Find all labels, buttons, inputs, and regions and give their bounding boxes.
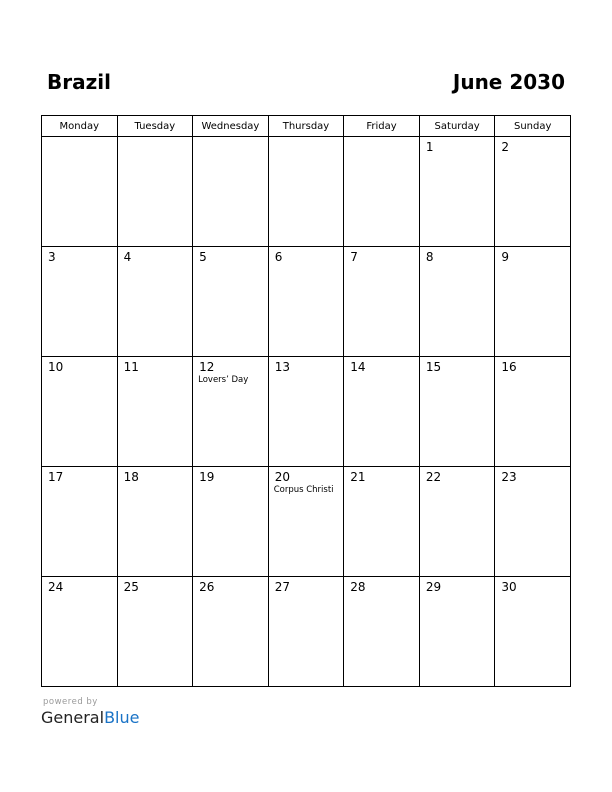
- weekday-header: Monday: [42, 116, 118, 137]
- weekday-header: Friday: [344, 116, 420, 137]
- day-number: 12: [199, 360, 215, 374]
- day-number: [118, 137, 193, 141]
- generalblue-logo[interactable]: [41, 708, 139, 727]
- day-number: [193, 137, 268, 141]
- country-title: Brazil: [47, 70, 111, 94]
- day-cell: [42, 577, 118, 687]
- day-number: 21: [350, 470, 366, 484]
- day-cell: [344, 357, 420, 467]
- day-number: [269, 137, 344, 141]
- day-number: 5: [199, 250, 207, 264]
- day-number: 30: [501, 580, 517, 594]
- day-cell: [193, 137, 269, 247]
- day-cell: [419, 357, 495, 467]
- day-number: [344, 137, 419, 141]
- day-cell: [268, 577, 344, 687]
- day-cell: [42, 137, 118, 247]
- day-number: 17: [48, 470, 64, 484]
- day-number: 4: [123, 250, 132, 264]
- day-number: 26: [199, 580, 215, 594]
- day-number: 1: [425, 140, 434, 154]
- holiday-label: Corpus Christi: [273, 485, 334, 495]
- day-cell: [193, 357, 269, 467]
- day-cell: [193, 247, 269, 357]
- day-number: 24: [48, 580, 64, 594]
- month-year-title: June 2030: [452, 70, 565, 94]
- week-row: [42, 467, 571, 577]
- week-row: [42, 137, 571, 247]
- day-cell: [419, 247, 495, 357]
- logo-general-text: General: [41, 708, 105, 727]
- day-number: 9: [501, 250, 510, 264]
- day-cell: [193, 577, 269, 687]
- day-number: 23: [501, 470, 517, 484]
- day-number: 18: [123, 470, 139, 484]
- day-cell: [42, 357, 118, 467]
- day-cell: [419, 467, 495, 577]
- day-number: 8: [425, 250, 434, 264]
- week-row: [42, 247, 571, 357]
- day-number: 2: [501, 140, 510, 154]
- powered-by-text: powered by: [43, 697, 98, 707]
- day-cell: [117, 137, 193, 247]
- day-cell: [117, 247, 193, 357]
- day-cell: [268, 467, 344, 577]
- day-cell: [495, 467, 571, 577]
- day-cell: [495, 577, 571, 687]
- day-cell: [117, 357, 193, 467]
- day-cell: [344, 577, 420, 687]
- day-cell: [117, 577, 193, 687]
- weekday-header-row: [42, 116, 571, 137]
- day-number: 27: [274, 580, 290, 594]
- day-cell: [344, 467, 420, 577]
- day-cell: [268, 137, 344, 247]
- calendar-grid: [41, 115, 571, 687]
- day-number: 10: [48, 360, 64, 374]
- logo-blue-text: Blue: [104, 708, 140, 727]
- day-number: 15: [425, 360, 442, 374]
- weekday-header: Saturday: [419, 116, 495, 137]
- day-number: 14: [350, 360, 366, 374]
- week-row: [42, 577, 571, 687]
- day-number: [42, 137, 117, 141]
- day-cell: [419, 137, 495, 247]
- day-number: 29: [425, 580, 442, 594]
- day-number: 6: [274, 250, 283, 264]
- day-cell: [495, 137, 571, 247]
- weekday-header: Sunday: [495, 116, 571, 137]
- weekday-header: Thursday: [268, 116, 344, 137]
- day-number: 25: [123, 580, 139, 594]
- day-number: 7: [350, 250, 358, 264]
- day-number: 28: [350, 580, 366, 594]
- day-number: 11: [123, 360, 139, 374]
- day-cell: [42, 247, 118, 357]
- day-number: 19: [199, 470, 215, 484]
- day-number: 20: [274, 470, 290, 484]
- day-cell: [268, 247, 344, 357]
- day-cell: [344, 137, 420, 247]
- weekday-header: Tuesday: [117, 116, 193, 137]
- day-cell: [495, 247, 571, 357]
- day-cell: [268, 357, 344, 467]
- day-number: 16: [501, 360, 517, 374]
- day-cell: [419, 577, 495, 687]
- day-number: 3: [48, 250, 56, 264]
- day-cell: [42, 467, 118, 577]
- day-number: 22: [425, 470, 442, 484]
- weekday-header: Wednesday: [193, 116, 269, 137]
- week-row: [42, 357, 571, 467]
- day-cell: [344, 247, 420, 357]
- day-cell: [495, 357, 571, 467]
- day-number: 13: [274, 360, 290, 374]
- holiday-label: Lovers’ Day: [198, 375, 249, 385]
- day-cell: [193, 467, 269, 577]
- day-cell: [117, 467, 193, 577]
